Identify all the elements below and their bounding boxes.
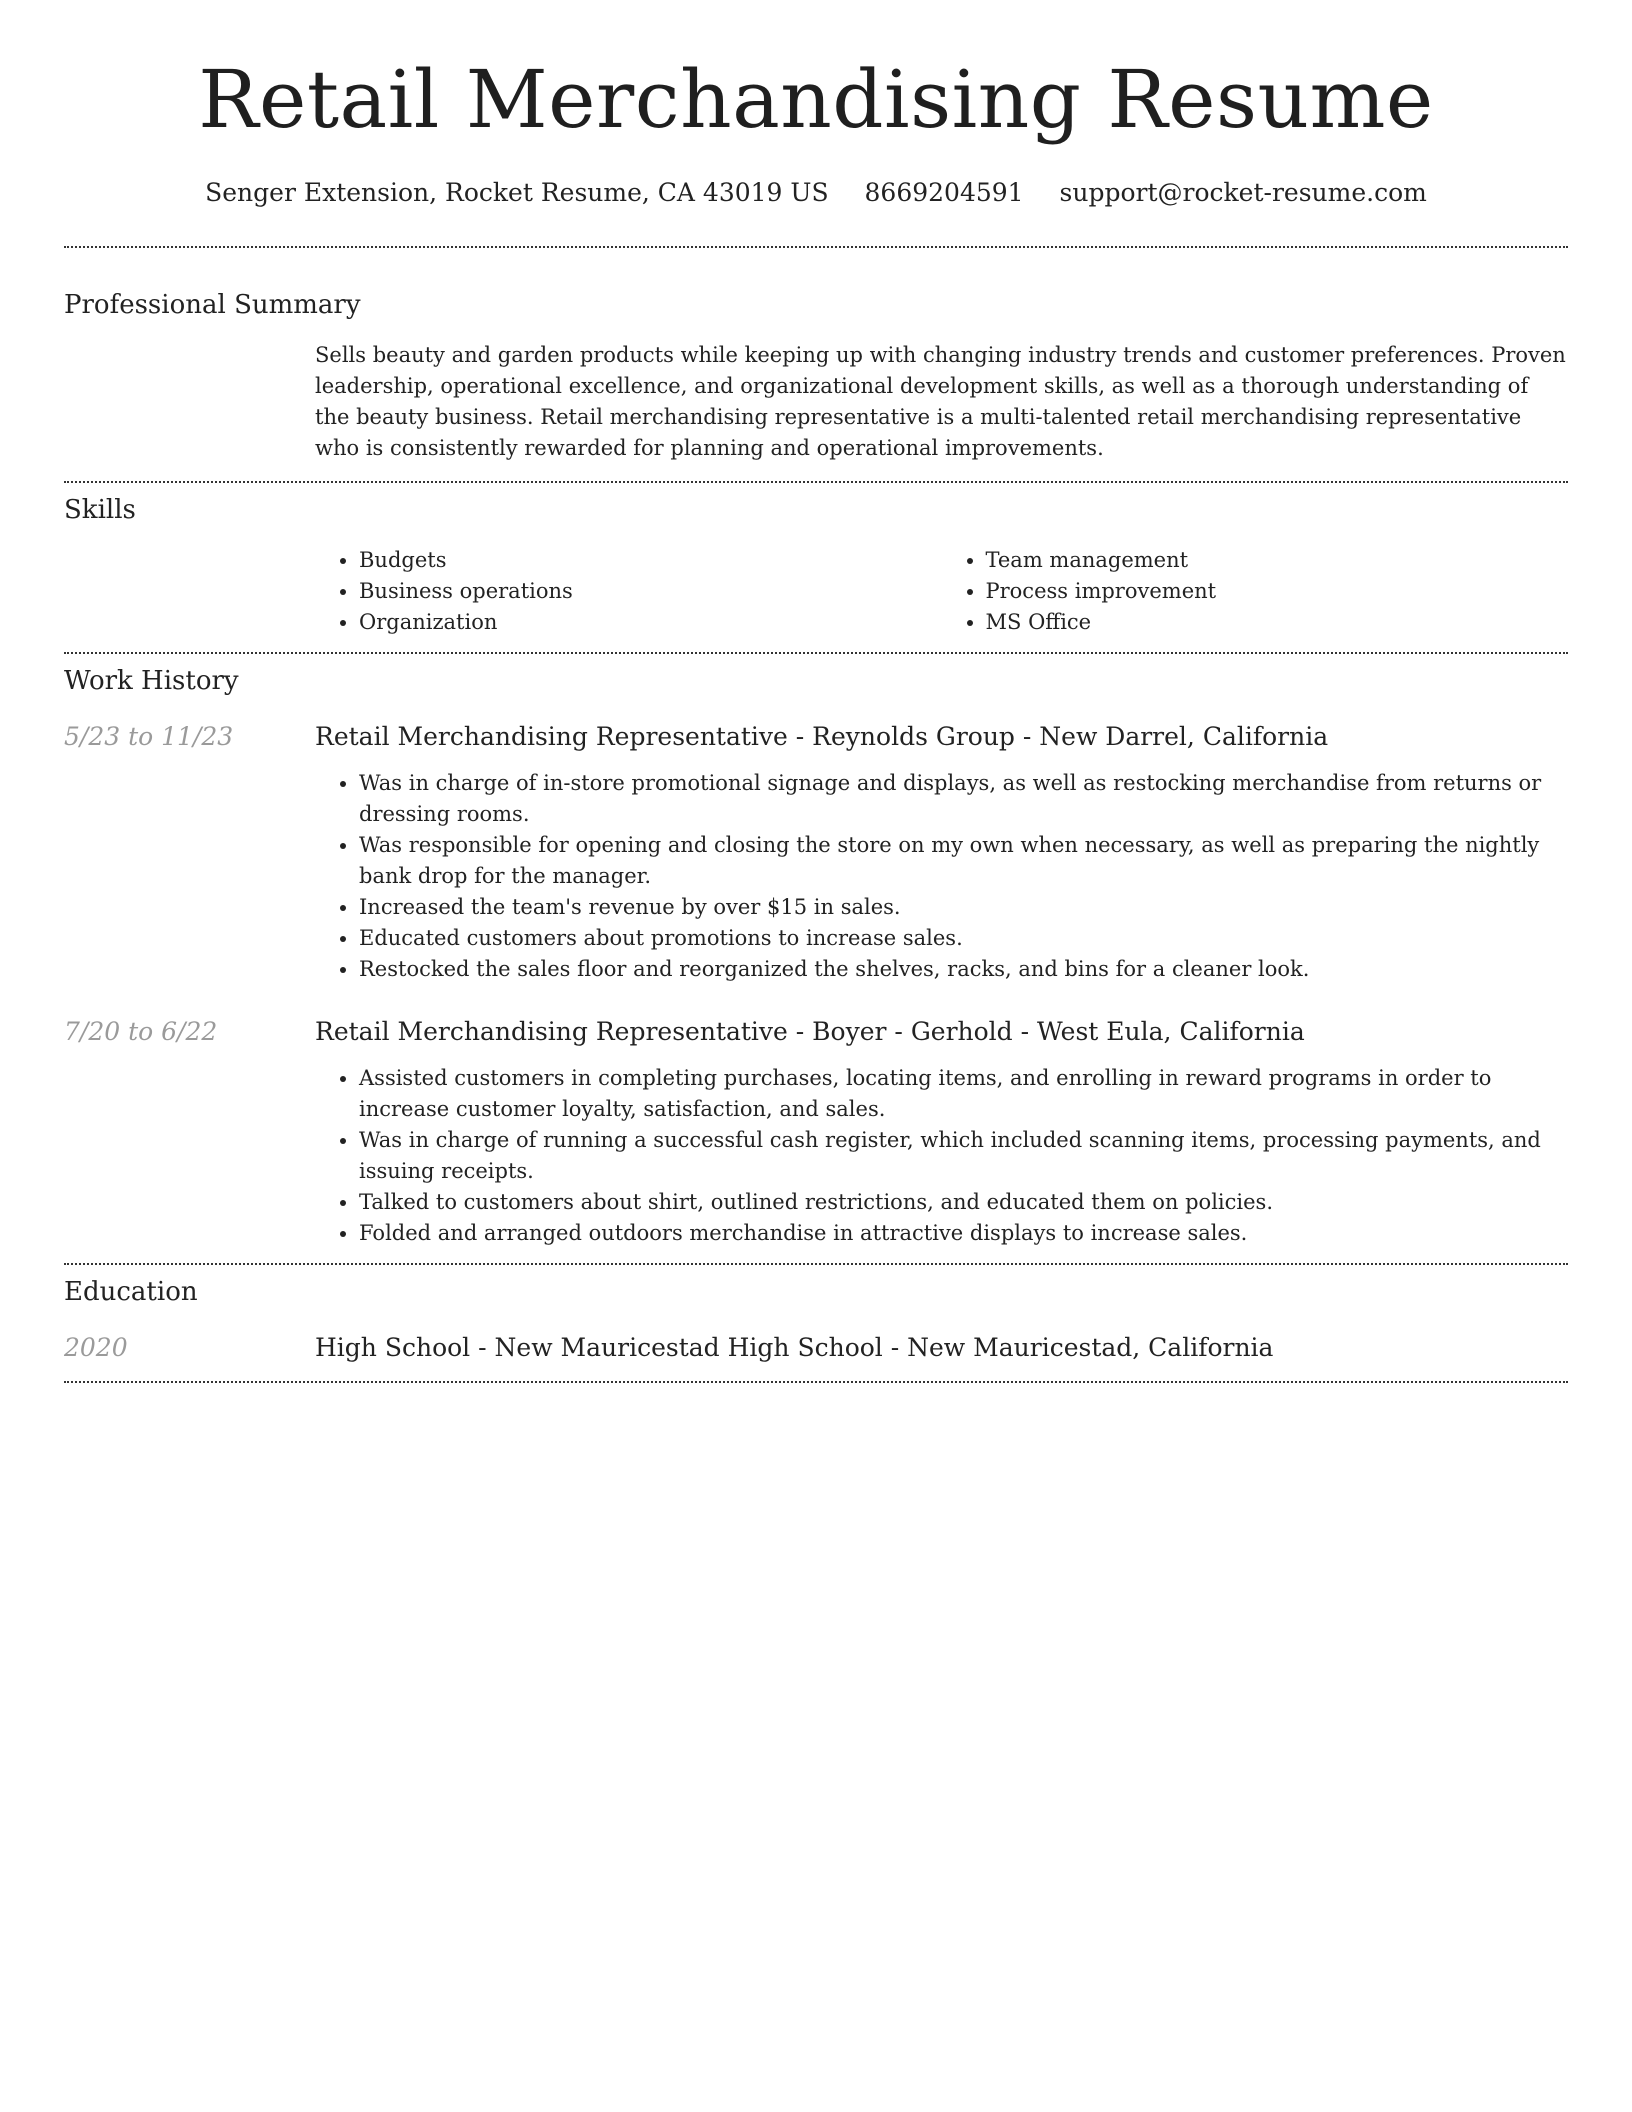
skill-item: • Business operations xyxy=(359,576,942,607)
job-role: Retail Merchandising Representative xyxy=(315,722,788,751)
contact-email: support@rocket-resume.com xyxy=(1059,178,1427,207)
resume-header xyxy=(64,0,1568,210)
job-bullet: • Assisted customers in completing purchases, locating items, and enrolling in reward programs in order to increase customer loyalty, satisfaction, and sales. xyxy=(359,1063,1568,1125)
job-bullet: • Talked to customers about shirt, outlined restrictions, and educated them on policies. xyxy=(359,1187,1568,1218)
skills-heading: Skills xyxy=(64,495,136,525)
work-history-section xyxy=(64,654,1568,1249)
job-bullet: • Folded and arranged outdoors merchandise in attractive displays to increase sales. xyxy=(359,1218,1568,1249)
job-title xyxy=(315,1015,1568,1049)
skill-item: • Team management xyxy=(986,545,1569,576)
job-company-location: - Reynolds Group - New Darrel, California xyxy=(787,722,1329,751)
education-title xyxy=(315,1331,1568,1365)
summary-text: Sells beauty and garden products while keeping up with changing industry trends and customer preferences. Proven leadership, operational excellence, and organizational development skills, as well as a thorough understanding of the beauty business. Retail merchandising representative is a multi-talented retail merchandising representative who is consistently rewarded for planning and operational improvements. xyxy=(315,343,1566,460)
job-entry xyxy=(64,720,1568,985)
contact-line xyxy=(64,176,1568,210)
skills-list-left xyxy=(315,545,942,638)
skill-item: • MS Office xyxy=(986,607,1569,638)
job-title xyxy=(315,720,1568,754)
summary-section xyxy=(64,248,1568,464)
job-dates: 5/23 to 11/23 xyxy=(64,722,234,751)
contact-phone: 8669204591 xyxy=(864,178,1024,207)
skills-section xyxy=(64,483,1568,638)
job-bullet: • Was responsible for opening and closing the store on my own when necessary, as well as preparing the nightly bank drop for the manager. xyxy=(359,830,1568,892)
education-heading: Education xyxy=(64,1277,198,1307)
education-section xyxy=(64,1265,1568,1365)
education-degree: High School xyxy=(315,1333,471,1362)
contact-address: Senger Extension, Rocket Resume, CA 43019 US xyxy=(205,178,829,207)
skill-item: • Organization xyxy=(359,607,942,638)
skill-item: • Budgets xyxy=(359,545,942,576)
work-history-heading: Work History xyxy=(64,666,239,696)
education-school-location: - New Mauricestad High School - New Mauricestad, California xyxy=(470,1333,1274,1362)
education-entry xyxy=(64,1331,1568,1365)
job-role: Retail Merchandising Representative xyxy=(315,1017,788,1046)
job-bullet: • Restocked the sales floor and reorganized the shelves, racks, and bins for a cleaner look. xyxy=(359,954,1568,985)
job-bullets xyxy=(315,768,1568,985)
skills-list-right xyxy=(942,545,1569,638)
education-year: 2020 xyxy=(64,1333,128,1362)
job-dates: 7/20 to 6/22 xyxy=(64,1017,218,1046)
skill-item: • Process improvement xyxy=(986,576,1569,607)
section-divider xyxy=(64,1381,1568,1383)
job-bullet: • Was in charge of in-store promotional signage and displays, as well as restocking merchandise from returns or dressing rooms. xyxy=(359,768,1568,830)
job-company-location: - Boyer - Gerhold - West Eula, California xyxy=(787,1017,1305,1046)
job-bullet: • Educated customers about promotions to increase sales. xyxy=(359,923,1568,954)
summary-heading: Professional Summary xyxy=(64,290,361,320)
job-entry xyxy=(64,1015,1568,1249)
job-bullet: • Increased the team's revenue by over $15 in sales. xyxy=(359,892,1568,923)
skills-grid xyxy=(315,545,1568,638)
resume-title: Retail Merchandising Resume xyxy=(198,53,1434,146)
job-bullets xyxy=(315,1063,1568,1249)
job-bullet: • Was in charge of running a successful cash register, which included scanning items, processing payments, and issuing receipts. xyxy=(359,1125,1568,1187)
